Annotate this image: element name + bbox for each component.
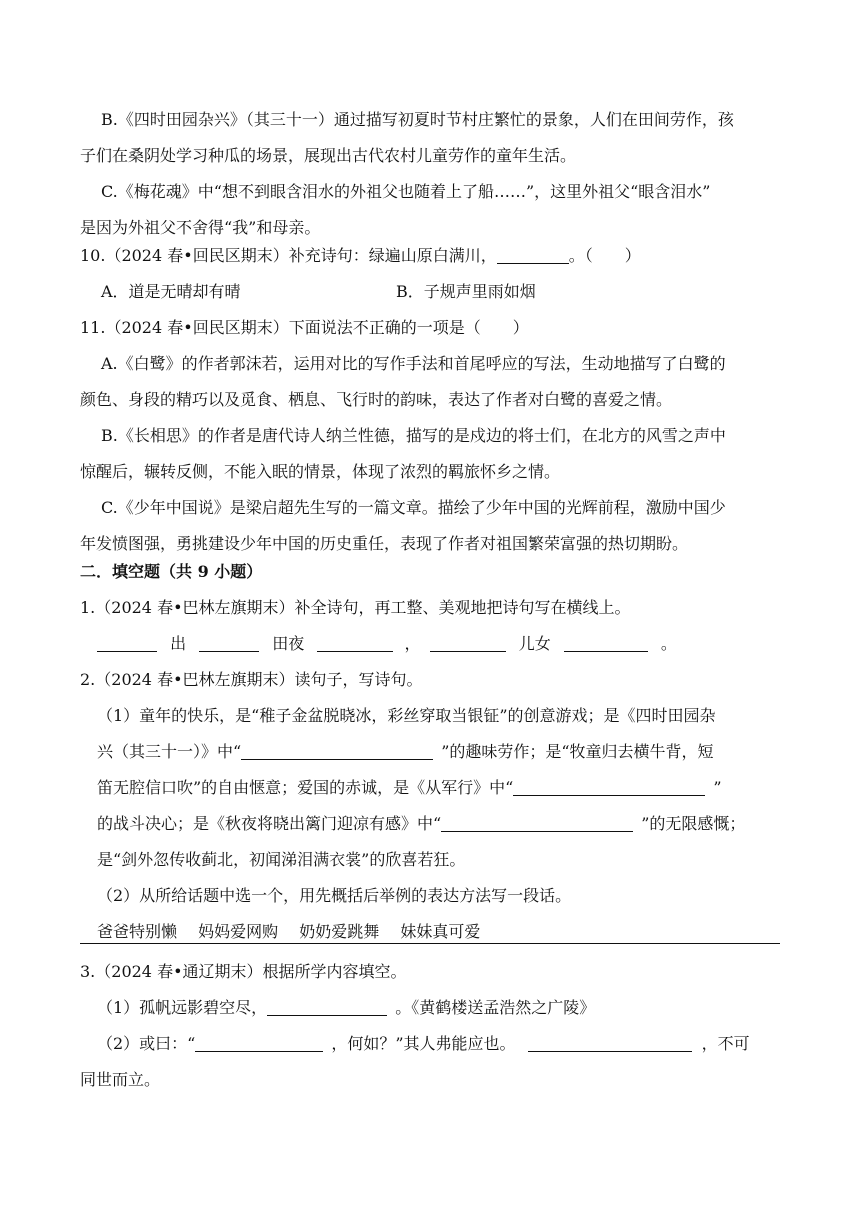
f3-part1 <box>97 997 595 1019</box>
f1-word-3: ， <box>404 634 421 653</box>
section-heading: 二．填空题（共 9 小题） <box>80 562 263 581</box>
f3-part2-end: ，不可 <box>701 1034 750 1053</box>
q11-option-c-line1: C.《少年中国说》是梁启超先生写的一篇文章。描绘了少年中国的光辉前程，激励中国少 <box>101 498 726 517</box>
q9-option-b-line1: B.《四时田园杂兴》（其三十一）通过描写初夏时节村庄繁忙的景象，人们在田间劳作，孩 <box>101 110 734 129</box>
f2-stem: 2.（2024 春•巴林左旗期末）读句子，写诗句。 <box>80 670 423 689</box>
f3-part1-text: （1）孤帆远影碧空尽， <box>97 998 268 1017</box>
f3-part2-text: （2）或曰：“ <box>97 1034 196 1053</box>
f2-topic-3: 奶奶爱跳舞 <box>299 922 380 941</box>
q11-option-c-line2: 年发愤图强，勇挑建设少年中国的历史重任，表现了作者对祖国繁荣富强的热切期盼。 <box>80 534 689 553</box>
f3-blank-1[interactable] <box>267 999 387 1016</box>
f1-word-4: 儿女 <box>518 634 551 653</box>
f2-part1-line4-end: ”的无限感慨； <box>641 814 746 833</box>
f2-topics <box>97 921 480 943</box>
f2-part1-line4-text: 的战斗决心；是《秋夜将晓出篱门迎凉有感》中“ <box>97 814 442 833</box>
f1-word-5: 。 <box>660 634 677 653</box>
f2-blank-3[interactable] <box>441 815 633 832</box>
f2-part1-line3-text: 笛无腔信口吹”的自由惬意；爱国的赤诚，是《从军行》中“ <box>97 778 514 797</box>
f1-blank-1[interactable] <box>97 635 157 652</box>
q9-option-b-line2: 子们在桑阴处学习种瓜的场景，展现出古代农村儿童劳作的童年生活。 <box>80 146 577 165</box>
f2-part1-line5: 是“剑外忽传收蓟北，初闻涕泪满衣裳”的欣喜若狂。 <box>97 850 466 869</box>
f3-stem: 3.（2024 春•通辽期末）根据所学内容填空。 <box>80 962 407 981</box>
f2-topic-1: 爸爸特别懒 <box>97 922 178 941</box>
q10-option-b: B．子规声里雨如烟 <box>396 282 536 301</box>
f2-part1-line3-end: ” <box>713 778 722 797</box>
q11-option-b-line2: 惊醒后，辗转反侧，不能入眠的情景，体现了浓烈的羁旅怀乡之情。 <box>80 462 561 481</box>
f2-part1-line4 <box>97 813 745 835</box>
f2-part1-line2-text: 兴（其三十一）》中“ <box>97 742 242 761</box>
f2-part1-line2-end: ”的趣味劳作；是“牧童归去横牛背，短 <box>441 742 714 761</box>
q10-answer-blank[interactable] <box>497 247 569 264</box>
q9-option-c-line1: C.《梅花魂》中“想不到眼含泪水的外祖父也随着上了船……”，这里外祖父“眼含泪水” <box>101 182 711 201</box>
f1-word-2: 田夜 <box>272 634 305 653</box>
f2-topic-4: 妹妹真可爱 <box>400 922 481 941</box>
f3-part2-mid: ，何如？”其人弗能应也。 <box>331 1034 516 1053</box>
f3-blank-2[interactable] <box>195 1035 323 1052</box>
q10-stem-text: 10.（2024 春•回民区期末）补充诗句：绿遍山原白满川， <box>80 246 497 265</box>
f2-blank-2[interactable] <box>513 779 705 796</box>
f1-blank-3[interactable] <box>317 635 393 652</box>
f3-part2-line2: 同世而立。 <box>80 1070 161 1089</box>
q11-option-b-line1: B.《长相思》的作者是唐代诗人纳兰性德，描写的是戍边的将士们，在北方的风雪之声中 <box>101 426 726 445</box>
f1-word-1: 出 <box>170 634 187 653</box>
f1-blank-2[interactable] <box>199 635 259 652</box>
f3-blank-3[interactable] <box>528 1035 692 1052</box>
f2-part1-line1: （1）童年的快乐，是“稚子金盆脱晓冰，彩丝穿取当银钲”的创意游戏；是《四时田园杂 <box>97 706 716 725</box>
f2-part1-line2 <box>97 741 714 763</box>
q9-option-c-line2: 是因为外祖父不舍得“我”和母亲。 <box>80 218 321 237</box>
f1-blank-4[interactable] <box>430 635 506 652</box>
f2-blank-1[interactable] <box>241 743 433 760</box>
f2-part2: （2）从所给话题中选一个，用先概括后举例的表达方法写一段话。 <box>97 886 572 905</box>
q11-option-a-line2: 颜色、身段的精巧以及觅食、栖息、飞行时的韵味，表达了作者对白鹭的喜爱之情。 <box>80 390 673 409</box>
f2-answer-line[interactable] <box>80 943 780 944</box>
q10-stem <box>80 245 641 267</box>
q11-stem: 11.（2024 春•回民区期末）下面说法不正确的一项是（ ） <box>80 318 529 337</box>
f1-stem: 1.（2024 春•巴林左旗期末）补全诗句，再工整、美观地把诗句写在横线上。 <box>80 598 631 617</box>
f1-poem-line <box>97 633 677 655</box>
f2-topic-2: 妈妈爱网购 <box>198 922 279 941</box>
f3-part1-end: 。《黄鹤楼送孟浩然之广陵》 <box>395 998 596 1017</box>
q11-option-a-line1: A.《白鹭》的作者郭沫若，运用对比的写作手法和首尾呼应的写法，生动地描写了白鹭的 <box>101 354 726 373</box>
q10-stem-end: 。（ ） <box>568 246 641 265</box>
f1-blank-5[interactable] <box>564 635 648 652</box>
f3-part2 <box>97 1033 750 1055</box>
q10-option-a: A．道是无晴却有晴 <box>101 282 241 301</box>
f2-part1-line3 <box>97 777 722 799</box>
